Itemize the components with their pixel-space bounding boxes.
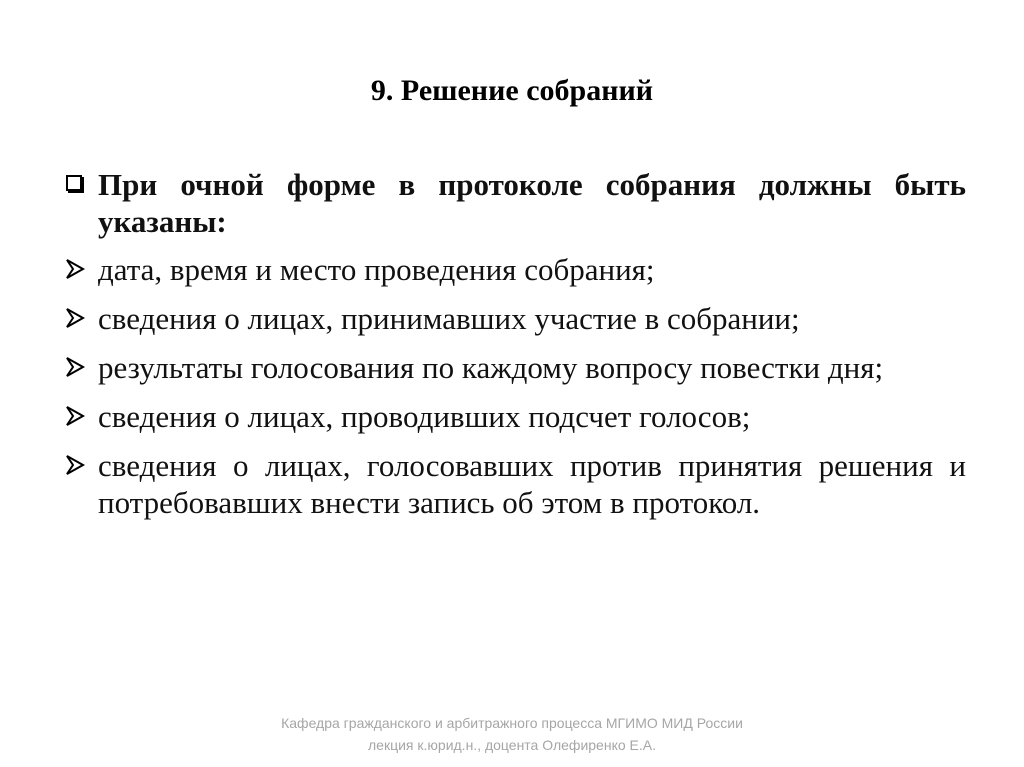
list-heading <box>64 166 966 240</box>
list-item <box>64 300 966 337</box>
slide-footer <box>0 712 1024 756</box>
list-item <box>64 398 966 435</box>
footer-line-lecturer: лекция к.юрид.н., доцента Олефиренко Е.А. <box>368 737 656 753</box>
arrow-icon <box>64 300 98 337</box>
list-item <box>64 349 966 386</box>
list-item-text: сведения о лицах, проводивших подсчет голосов; <box>98 399 751 434</box>
slide-title: 9. Решение собраний <box>370 74 654 107</box>
list-heading-text: При очной форме в протоколе собрания должны быть указаны: <box>98 167 966 239</box>
list-item-text: сведения о лицах, голосовавших против принятия решения и потребовавших внести запись об этом в протокол. <box>98 448 966 520</box>
arrow-icon <box>64 251 98 288</box>
checkbox-icon <box>64 166 98 203</box>
footer-line-department: Кафедра гражданского и арбитражного процесса МГИМО МИД России <box>281 715 743 731</box>
arrow-icon <box>64 447 98 484</box>
list-item-text: результаты голосования по каждому вопросу повестки дня; <box>98 350 884 385</box>
arrow-icon <box>64 349 98 386</box>
bullet-list <box>64 166 966 533</box>
list-item-text: сведения о лицах, принимавших участие в собрании; <box>98 301 800 336</box>
list-item <box>64 251 966 288</box>
list-item <box>64 447 966 521</box>
list-item-text: дата, время и место проведения собрания; <box>98 252 655 287</box>
arrow-icon <box>64 398 98 435</box>
